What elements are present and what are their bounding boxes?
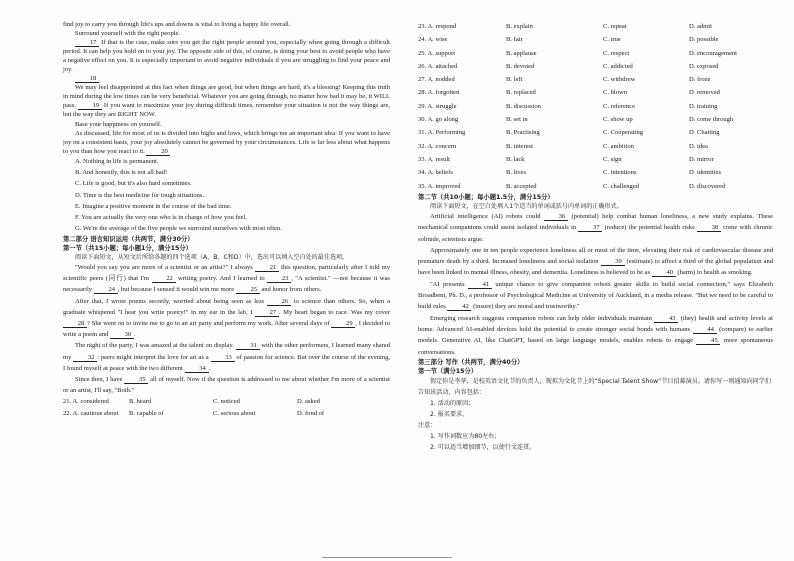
section2-title: 第二节（共10小题；每小题1.5分，满分15分） <box>418 193 554 201</box>
note-1: 1. 写作词数应为80左右； <box>430 432 501 440</box>
text-run: Emerging research suggests companion robots can help older individuals maintain <box>430 314 655 322</box>
text-run: Approximately one in ten people experience loneliness all or most of the time, elevating their risk of cardiovascular disease and premature death by a third. Increased loneliness and social isolation <box>418 246 773 266</box>
q31-c[interactable]: C. Cooperating <box>603 129 644 137</box>
q30-a[interactable]: 30. A. go along <box>418 116 459 124</box>
para1 <box>63 38 390 74</box>
blank-35[interactable]: 35 <box>124 376 148 384</box>
seven-choice-options <box>63 156 390 235</box>
q34-d[interactable]: D. identities <box>689 169 722 177</box>
q25-c[interactable]: C. respect <box>603 49 630 57</box>
footer-rule <box>322 557 452 558</box>
option-c: C. Life is good, but it's also hard sometimes. <box>75 180 192 188</box>
q30-b[interactable]: B. set in <box>506 116 528 124</box>
para1-heading: Surround yourself with the right people. <box>75 30 181 38</box>
q24-a[interactable]: 24. A. wise <box>418 36 448 44</box>
q33-d[interactable]: D. mirror <box>689 155 714 163</box>
q23-b[interactable]: B. explain <box>506 23 533 30</box>
text-run: to science than others. So, when a graduate whispered "I hear you write poetry!" in my ear in the lab, I <box>63 297 391 316</box>
q33-b[interactable]: B. lack <box>506 155 525 163</box>
section2-instructions: 阅读下面短文，在空白处填入1个适当的单词或括号内单词的正确形式。 <box>430 202 623 210</box>
text-run: Artificial intelligence (AI) robots could <box>430 212 544 220</box>
writing-task: 假定你是李华，是校英语文化节的负责人，现拟为文化节上的“Special Talent Show”节目招募演员。请你写一则通知向同学们告知该活动，内容包括： <box>418 377 771 396</box>
text-run: , "A scientist." —not because it was necessarily <box>63 275 390 294</box>
q34-c[interactable]: C. intentions <box>603 169 637 177</box>
q27-c[interactable]: C. withdrew <box>603 76 636 84</box>
q31-b[interactable]: B. Practising <box>506 129 540 137</box>
q24-b[interactable]: B. fair <box>506 36 523 44</box>
blank-45[interactable]: 45 <box>696 337 720 345</box>
q30-d[interactable]: D. come through <box>689 116 734 124</box>
q26-d[interactable]: D. exposed <box>689 62 719 70</box>
q32-d[interactable]: D. idea <box>689 142 708 150</box>
text-run: After that, I wrote poems secretly, worried about being seen as less <box>75 297 267 305</box>
blank-24[interactable]: 24 <box>94 286 118 294</box>
notes-label: 注意： <box>418 421 437 429</box>
text-run: come with chronic solitude, scientists argue. <box>418 224 774 243</box>
blank-34[interactable]: 34 <box>185 365 209 373</box>
note-2: 2. 可以适当增加细节，以使行文连贯。 <box>430 443 536 451</box>
text-run: We may feel disappointed at this fact when things are good, but when things are hard, it's a blessing! Keeping this truth in mind during the low times can be very beneficial. Whatever you are going through, no matter how bad it may be, it WILL pass. <box>63 84 390 110</box>
text-run: . <box>208 364 211 372</box>
blank-41[interactable]: 41 <box>468 281 492 289</box>
option-d: D. Time is the best medicine for tough situations. <box>75 191 205 199</box>
option-g: G. We're the average of the five people we surround ourselves with most often. <box>75 225 282 233</box>
answer-row-21 <box>63 396 390 408</box>
q24-c[interactable]: C. true <box>603 36 621 44</box>
answer-row-26 <box>418 60 773 73</box>
blank-27[interactable]: 27 <box>255 309 279 317</box>
q33-a[interactable]: 33. A. result <box>418 155 451 163</box>
q27-b[interactable]: B. left <box>506 76 523 84</box>
blank-32[interactable]: 32 <box>73 354 97 362</box>
answer-row-34 <box>418 166 773 179</box>
text-run: If that is the case, make sure you get the right people around you, especially when going through a difficult period. It can help you hold on to your joy. The opposite side of this, of course, is doing your best to avoid people who have a negative effect on you. It is especially important to avoid negative individuals if you are struggling to find your peace and joy. <box>63 39 390 74</box>
q35-c[interactable]: C. challenged <box>603 182 639 190</box>
text-run: "Would you say you are more of a scientist or an artist?" I always <box>75 263 255 271</box>
q22-c[interactable]: C. serious about <box>213 409 256 417</box>
answer-row-28 <box>418 86 773 99</box>
blank-28[interactable]: 28 <box>63 320 87 328</box>
right-column <box>418 20 773 453</box>
q26-c[interactable]: C. addicted <box>603 62 633 70</box>
para4-heading: Base your happiness on yourself. <box>75 120 162 128</box>
answer-row-29 <box>418 100 773 113</box>
q29-b[interactable]: B. discussion <box>506 102 541 110</box>
q32-a[interactable]: 32. A. concern <box>418 142 457 150</box>
q29-c[interactable]: C. reference <box>603 102 635 110</box>
q27-d[interactable]: D. froze <box>689 76 711 84</box>
text-run: (they) health and activity levels at home. Advanced AI-enabled devices hold the potential to create stronger social bonds with humans <box>418 314 773 333</box>
blank-17[interactable]: 17 <box>75 39 99 47</box>
q23-c[interactable]: C. repeat <box>603 23 627 30</box>
para3 <box>63 83 390 119</box>
text-run: (reduce) the potential health risks <box>602 224 697 232</box>
q28-c[interactable]: C. blown <box>603 89 628 97</box>
blank-30[interactable]: 30 <box>110 331 134 339</box>
blank-44[interactable]: 44 <box>693 326 717 334</box>
blank-18[interactable]: 18 <box>75 75 99 83</box>
option-a: A. Nothing in life is permanent. <box>75 157 159 165</box>
answer-row-23 <box>418 20 773 33</box>
blank-19[interactable]: 19 <box>78 102 102 110</box>
left-column <box>63 20 390 419</box>
grammar-passage <box>418 211 773 358</box>
text-run: (potential) help combat human loneliness, a new study explains. These mechanical companions could assist isolated individuals in <box>418 212 773 232</box>
answer-row-35 <box>418 180 773 193</box>
q34-b[interactable]: B. lives <box>506 169 527 177</box>
q25-a[interactable]: 25. A. support <box>418 49 456 57</box>
q22-a[interactable]: 22. A. cautious about <box>63 409 119 417</box>
blank-26[interactable]: 26 <box>267 298 291 306</box>
blank-38[interactable]: 38 <box>697 224 721 232</box>
q35-a[interactable]: 35. A. improved <box>418 182 461 190</box>
option-e: E. Imagine a positive moment in the course of the bad time. <box>75 202 232 210</box>
blank-36[interactable]: 36 <box>544 213 568 221</box>
q22-b[interactable]: B. capable of <box>129 409 164 417</box>
text-run: , I decided to write a poem and <box>63 319 391 339</box>
q31-d[interactable]: D. Chatting <box>689 129 720 137</box>
text-run: with the other performers, I learned many shared my <box>63 342 390 361</box>
para2-blank-line <box>63 74 390 83</box>
q27-a[interactable]: 27. A. nodded <box>418 76 455 84</box>
option-b: B. And honestly, this is not all bad! <box>75 169 168 176</box>
writing-point-1: 1. 活动的原因； <box>430 399 475 407</box>
text-run: more spontaneous conversations. <box>418 337 773 356</box>
q29-d[interactable]: D. training <box>689 102 718 110</box>
q21-c[interactable]: C. noticed <box>213 398 240 406</box>
q28-b[interactable]: B. replaced <box>506 89 536 97</box>
answer-row-22 <box>63 408 390 420</box>
q23-a[interactable]: 23. A. respond <box>418 23 457 30</box>
text-run: of passion for science. But over the course of the evening, I found myself at peace with the two different <box>63 353 391 372</box>
text-run: If you want to maximize your joy during difficult times, remember your situation is not the way things are, but the way they are RIGHT NOW. <box>63 102 390 119</box>
text-run: . My heart began to race. Was my cover <box>278 308 390 316</box>
blank-33[interactable]: 33 <box>211 354 235 362</box>
section3-title: 第一节（满分15分） <box>418 367 478 375</box>
para4 <box>63 129 390 156</box>
q25-b[interactable]: B. applause <box>506 49 537 57</box>
blank-40[interactable]: 40 <box>652 269 676 277</box>
q28-d[interactable]: D. removed <box>689 89 720 97</box>
q26-a[interactable]: 26. A. attached <box>418 62 458 70</box>
answer-row-32 <box>418 140 773 153</box>
text-run: As discussed, life for most of us is divided into highs and lows, which brings me an important idea: If you want to have joy on a consistent basis, your joy absolutely cannot be governed by your circumstances. Life is far less about what happens to you than how you react to it. <box>63 129 390 155</box>
blank-20[interactable]: 20 <box>146 148 170 156</box>
text-run: (compare) to earlier models. Generative AI, like ChatGPT, based on large language models, enables robots to engage <box>418 325 773 345</box>
text-run: The night of the party, I was amazed at the talent on display. <box>75 342 236 350</box>
q21-b[interactable]: B. heard <box>129 398 152 406</box>
q24-d[interactable]: D. possible <box>689 36 719 44</box>
answer-options-left <box>63 396 390 419</box>
q28-a[interactable]: 28. A. forgotten <box>418 89 460 97</box>
q25-d[interactable]: D. encouragement <box>689 49 737 57</box>
answer-row-24 <box>418 33 773 46</box>
q29-a[interactable]: 29. A. struggle <box>418 102 457 110</box>
text-run: : peers might interpret the love for art as a <box>97 353 211 361</box>
part3-title: 第三部分 写作（共两节，满分40分） <box>418 358 524 366</box>
q32-c[interactable]: C. ambition <box>603 142 634 150</box>
q31-a[interactable]: 31. A. Performing <box>418 129 466 137</box>
text-run: Since then, I have <box>75 375 125 383</box>
part2-title: 第二部分 语言知识运用（共两节，满分30分） <box>63 235 194 243</box>
blank-23[interactable]: 23 <box>267 275 291 283</box>
blank-29[interactable]: 29 <box>331 320 355 328</box>
q35-b[interactable]: B. accepted <box>506 182 537 190</box>
section1-title: 第一节（共15小题；每小题1分，满分15分） <box>63 244 192 252</box>
q35-d[interactable]: D. discovered <box>689 182 726 190</box>
text-run: all of myself. Now if the question is addressed to me about whether I'm more of a scientist or an artist, I'll say, "Both." <box>63 375 391 395</box>
text-run: (harm) to health as smoking. <box>675 269 753 277</box>
text-run: and honor from others. <box>259 286 322 294</box>
answer-options-right <box>418 20 773 193</box>
blank-22[interactable]: 22 <box>152 275 176 283</box>
blank-25[interactable]: 25 <box>236 286 260 294</box>
answer-row-33 <box>418 153 773 166</box>
section1-instructions: 阅读下面短文，从短文后所给各题的四个选项（A、B、C和D）中，选出可以填入空白处的最佳选项。 <box>75 253 349 261</box>
text-run: , but because I sensed it would win me more <box>117 286 236 294</box>
text-run: (estimate) to affect a third of the global population and have been linked to mental illness, obesity, and dementia. Loneliness is believed to be as <box>418 258 773 277</box>
text-run: (insure) they are moral and trustworthy." <box>471 303 580 311</box>
blank-31[interactable]: 31 <box>236 342 260 350</box>
q22-d[interactable]: D. fond of <box>297 409 325 417</box>
blank-21[interactable]: 21 <box>255 264 279 272</box>
answer-row-31 <box>418 126 773 139</box>
q26-b[interactable]: B. devoted <box>506 62 535 70</box>
option-f: F. You are actually the very one who is in charge of how you feel. <box>75 214 247 222</box>
q21-a[interactable]: 21. A. considered <box>63 398 109 406</box>
q21-d[interactable]: D. asked <box>297 398 320 406</box>
blank-37[interactable]: 37 <box>578 224 602 232</box>
blank-42[interactable]: 42 <box>447 303 471 311</box>
intro-line: find joy to carry you through life's ups and downs is vital to living a happy life overall. <box>63 21 291 28</box>
text-run: . <box>133 331 136 339</box>
cloze-passage <box>63 262 390 396</box>
text-run: "AI presents <box>430 280 468 288</box>
text-run: this question, particularly after I told my scientific peers (同行) that I'm <box>63 263 390 283</box>
text-run: writing poetry. And I learned to <box>175 275 268 283</box>
blank-43[interactable]: 43 <box>654 315 678 323</box>
blank-39[interactable]: 39 <box>601 258 625 266</box>
answer-row-25 <box>418 47 773 60</box>
q23-d[interactable]: D. admit <box>689 23 712 30</box>
writing-point-2: 2. 报名要求。 <box>430 410 469 418</box>
q33-c[interactable]: C. sign <box>603 155 622 163</box>
q34-a[interactable]: 34. A. beliefs <box>418 169 453 177</box>
text-run: ? She went on to invite me to go to an art party and perform my work. After several days of <box>87 319 332 327</box>
q30-c[interactable]: C. show up <box>603 116 633 124</box>
answer-row-27 <box>418 73 773 86</box>
answer-row-30 <box>418 113 773 126</box>
text-run: unique chance to give companion robots greater skills to build social connection," says Elizabeth Broadbent, Ph. D., a professor of Psychological Medicine at University of Auckland, in a media release. "But we need to be careful to build rules <box>418 280 773 311</box>
q32-b[interactable]: B. interest <box>506 142 533 150</box>
